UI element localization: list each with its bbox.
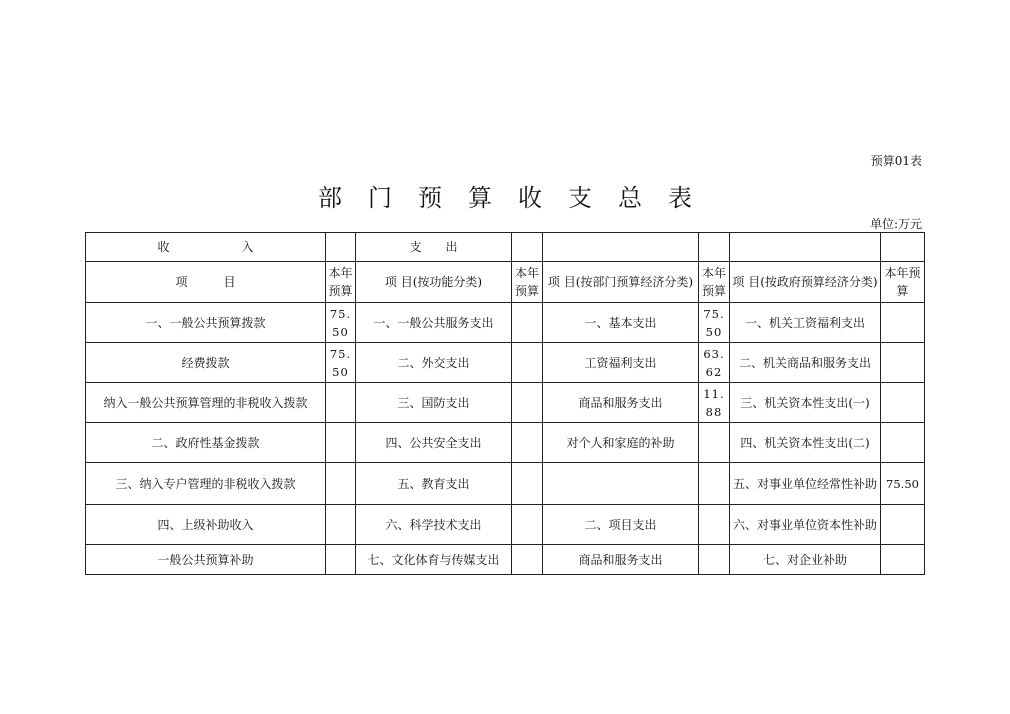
- header-gov: 项 目(按政府预算经济分类): [730, 262, 881, 303]
- gov-amount: [881, 343, 925, 383]
- dept-amount: [699, 505, 730, 545]
- func-item: 五、教育支出: [356, 463, 512, 505]
- gov-item: 三、机关资本性支出(一): [730, 383, 881, 423]
- income-amount: [326, 505, 356, 545]
- dept-amount: 75.50: [699, 303, 730, 343]
- dept-amount: [699, 463, 730, 505]
- gov-item: 二、机关商品和服务支出: [730, 343, 881, 383]
- func-item: 二、外交支出: [356, 343, 512, 383]
- gov-amount: 75.50: [881, 463, 925, 505]
- header-item: 项 目: [86, 262, 326, 303]
- func-item: 六、科学技术支出: [356, 505, 512, 545]
- func-item: 三、国防支出: [356, 383, 512, 423]
- table-row: [86, 303, 925, 343]
- income-item: 二、政府性基金拨款: [86, 423, 326, 463]
- table-row: [86, 505, 925, 545]
- header-func: 项 目(按功能分类): [356, 262, 512, 303]
- func-amount: [512, 463, 543, 505]
- table-row: [86, 463, 925, 505]
- func-amount: [512, 343, 543, 383]
- func-amount: [512, 505, 543, 545]
- header-amount: 本年预算: [881, 262, 925, 303]
- income-item: 三、纳入专户管理的非税收入拨款: [86, 463, 326, 505]
- header-amount: 本年预算: [512, 262, 543, 303]
- table-row: [86, 423, 925, 463]
- gov-item: 七、对企业补助: [730, 545, 881, 575]
- gov-amount: [881, 303, 925, 343]
- income-amount: [326, 545, 356, 575]
- income-item: 四、上级补助收入: [86, 505, 326, 545]
- income-amount: [326, 423, 356, 463]
- func-amount: [512, 423, 543, 463]
- header-row-2: [86, 262, 925, 303]
- header-amount: 本年预算: [699, 262, 730, 303]
- dept-item: 商品和服务支出: [543, 383, 699, 423]
- income-item: 纳入一般公共预算管理的非税收入拨款: [86, 383, 326, 423]
- header-expenditure: 支 出: [356, 233, 512, 262]
- income-amount: 75.50: [326, 343, 356, 383]
- gov-item: 五、对事业单位经常性补助: [730, 463, 881, 505]
- func-item: 七、文化体育与传媒支出: [356, 545, 512, 575]
- header-income: 收 入: [86, 233, 326, 262]
- func-item: 四、公共安全支出: [356, 423, 512, 463]
- header-dept: 项 目(按部门预算经济分类): [543, 262, 699, 303]
- page-title: 部门预算收支总表: [318, 184, 718, 212]
- gov-amount: [881, 423, 925, 463]
- dept-amount: 63.62: [699, 343, 730, 383]
- form-number: 预算01表: [870, 154, 922, 168]
- gov-amount: [881, 545, 925, 575]
- header-amount: 本年预算: [326, 262, 356, 303]
- dept-amount: 11.88: [699, 383, 730, 423]
- gov-item: 四、机关资本性支出(二): [730, 423, 881, 463]
- dept-item: [543, 463, 699, 505]
- gov-amount: [881, 383, 925, 423]
- table-row: [86, 343, 925, 383]
- func-amount: [512, 545, 543, 575]
- table-row: [86, 545, 925, 575]
- header-row-1: [86, 233, 925, 262]
- gov-amount: [881, 505, 925, 545]
- dept-item: 商品和服务支出: [543, 545, 699, 575]
- income-amount: [326, 463, 356, 505]
- table-row: [86, 383, 925, 423]
- func-amount: [512, 383, 543, 423]
- income-amount: 75.50: [326, 303, 356, 343]
- func-item: 一、一般公共服务支出: [356, 303, 512, 343]
- budget-table: [85, 232, 925, 575]
- unit-label: 单位:万元: [869, 217, 922, 231]
- income-item: 一般公共预算补助: [86, 545, 326, 575]
- income-item: 经费拨款: [86, 343, 326, 383]
- gov-item: 六、对事业单位资本性补助: [730, 505, 881, 545]
- income-item: 一、一般公共预算拨款: [86, 303, 326, 343]
- dept-item: 一、基本支出: [543, 303, 699, 343]
- gov-item: 一、机关工资福利支出: [730, 303, 881, 343]
- income-amount: [326, 383, 356, 423]
- dept-amount: [699, 545, 730, 575]
- dept-amount: [699, 423, 730, 463]
- dept-item: 二、项目支出: [543, 505, 699, 545]
- dept-item: 对个人和家庭的补助: [543, 423, 699, 463]
- dept-item: 工资福利支出: [543, 343, 699, 383]
- func-amount: [512, 303, 543, 343]
